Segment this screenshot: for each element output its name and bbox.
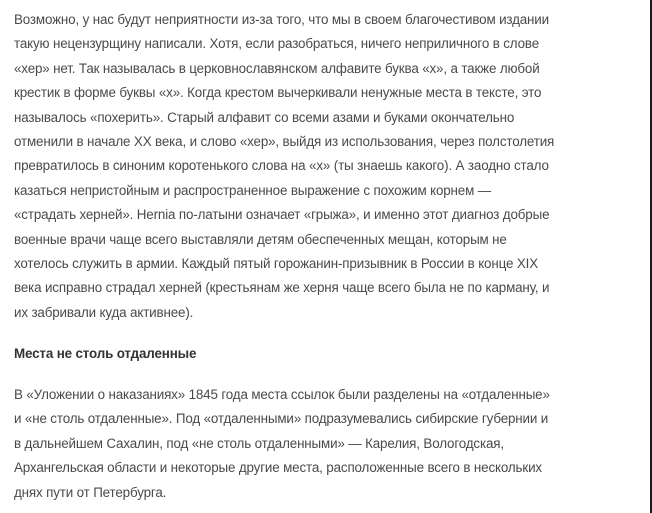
text-line: такую нецензурщину написали. Хотя, если разобраться, ничего неприличного в слове: [14, 36, 539, 52]
text-line: В «Уложении о наказаниях» 1845 года места ссылок были разделены на «отдаленные»: [14, 387, 550, 403]
text-line: отменили в начале XX века, и слово «хер», выйдя из использования, через полстолетия: [14, 133, 555, 149]
text-line: крестик в форме буквы «х». Когда крестом вычеркивали ненужные места в тексте, это: [14, 85, 542, 101]
text-line: и «не столь отдаленные». Под «отдаленными» подразумевались сибирские губернии и: [14, 411, 549, 427]
text-line: в дальнейшем Сахалин, под «не столь отдаленными» — Карелия, Вологодская,: [14, 435, 504, 451]
text-line: века исправно страдал херней (крестьянам же херня чаще всего была не по карману, и: [14, 280, 550, 296]
text-line: хотелось служить в армии. Каждый пятый горожанин-призывник в России в конце XIX: [14, 255, 538, 271]
text-line: казаться непристойным и распространенное выражение с похожим корнем —: [14, 182, 491, 198]
paragraph-1: [14, 8, 642, 325]
text-line: «хер» нет. Так называлась в церковнославянском алфавите буква «х», а также любой: [14, 60, 540, 76]
text-line: днях пути от Петербурга.: [14, 484, 167, 500]
text-line: «страдать херней». Hernia по-латыни означает «грыжа», и именно этот диагноз добрые: [14, 207, 550, 223]
text-line: военные врачи чаще всего выставляли детям обеспеченных мещан, которым не: [14, 231, 507, 247]
document-content: [14, 8, 642, 505]
section-heading: Места не столь отдаленные: [14, 346, 197, 362]
text-line: их забривали куда активнее).: [14, 304, 194, 320]
text-line: превратилось в синоним коротенького слова на «х» (ты знаешь какого). А заодно стало: [14, 158, 549, 174]
text-line: Архангельская области и некоторые другие места, расположенные всего в нескольких: [14, 460, 542, 476]
paragraph-2: [14, 383, 642, 505]
text-line: называлось «похерить». Старый алфавит со всеми азами и буками окончательно: [14, 109, 515, 125]
text-line: Возможно, у нас будут неприятности из-за того, что мы в своем благочестивом издании: [14, 12, 549, 27]
